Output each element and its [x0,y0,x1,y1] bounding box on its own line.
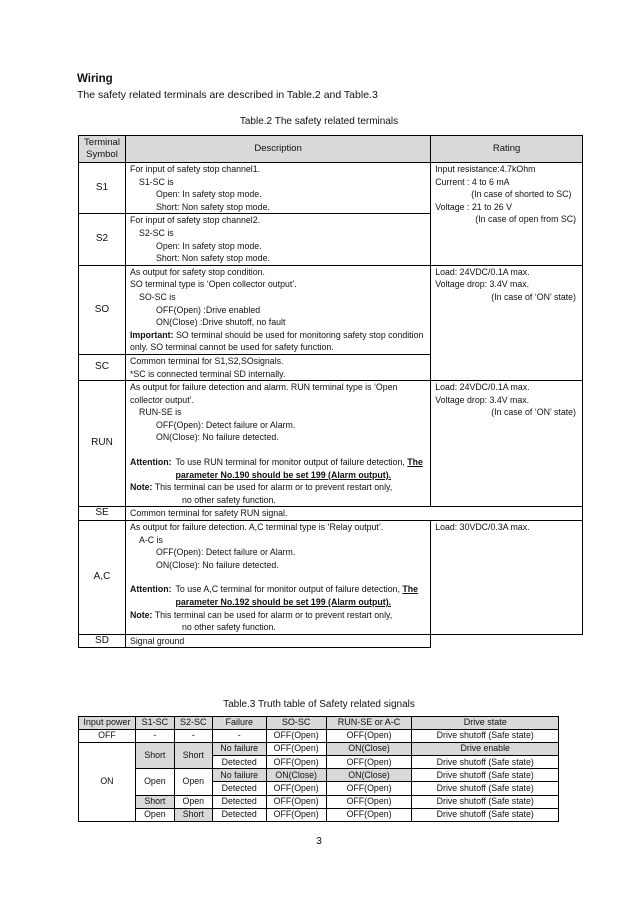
symbol-sd: SD [79,634,126,648]
desc-line: SO terminal type is ‘Open collector output’. [129,279,297,290]
desc-line: Open: In safety stop mode. [155,240,262,251]
important-label: Important: [129,329,174,340]
cell: Drive shutoff (Safe state) [412,769,559,782]
desc-line: OFF(Open): Detect failure or Alarm. [155,419,296,430]
desc-line: S1-SC is [138,176,174,187]
cell: OFF(Open) [266,756,326,769]
cell: Detected [212,808,266,821]
truth-table [78,716,559,822]
header-description: Description [125,136,430,163]
table2-header-row [79,136,583,163]
desc-line: OFF(Open): Detect failure or Alarm. [155,547,296,558]
rating-run [431,381,583,507]
intro-text: The safety related terminals are described in Table.2 and Table.3 [77,89,378,101]
rating-s1-s2 [431,163,583,266]
attention-text: To use RUN terminal for monitor output of failure detection, [175,457,405,468]
rating-line: Load: 24VDC/0.1A max. [435,382,530,393]
rating-ac [431,521,583,635]
cell: Short [135,795,174,808]
row-run [79,381,583,507]
rating-line: Input resistance:4.7kOhm [435,164,536,174]
cell: Drive enable [412,743,559,756]
header-s1-sc: S1-SC [135,717,174,730]
desc-line: OFF(Open) :Drive enabled [155,304,261,315]
note-text: This terminal can be used for alarm or to prevent restart only, [154,482,393,493]
table3-caption: Table.3 Truth table of Safety related signals [223,699,415,710]
note-text: no other safety function. [181,622,276,633]
rating-line: (In case of ‘ON’ state) [491,407,576,418]
desc-sc [125,354,430,380]
symbol-ac: A,C [79,521,126,635]
cell: - [212,730,266,743]
attention-parameter: The parameter No.192 should be set 199 (Alarm output). [175,584,419,607]
cell: OFF(Open) [266,730,326,743]
header-rating: Rating [431,136,583,163]
cell: Open [135,808,174,821]
attention-body [172,456,427,481]
table-row [79,730,559,743]
desc-line: Open: In safety stop mode. [155,189,262,200]
cell: ON(Close) [266,769,326,782]
spacer [130,571,426,583]
cell: Open [174,769,212,795]
attention-note [130,583,426,608]
symbol-so: SO [79,265,126,354]
header-run-se: RUN-SE or A-C [326,717,412,730]
rating-line: Current : 4 to 6 mA [435,176,510,187]
desc-se [125,507,582,521]
header-symbol: Terminal Symbol [79,136,126,163]
cell: Drive shutoff (Safe state) [412,782,559,795]
note-label: Note: [129,609,153,620]
cell: OFF(Open) [266,808,326,821]
row-so [79,265,583,354]
desc-line: S2-SC is [138,227,174,238]
table-row [79,743,559,756]
important-text: SO terminal should be used for monitoring safety stop condition only. SO terminal cannot be used for safety function. [129,329,424,353]
table2-caption: Table.2 The safety related terminals [239,116,399,127]
rating-so [431,265,583,380]
note [130,481,426,494]
desc-line: Common terminal for safety RUN signal. [129,508,288,519]
rating-line: Voltage drop: 3.4V max. [435,279,530,290]
table-row [79,808,559,821]
desc-line: SO-SC is [138,291,176,302]
cell: No failure [212,769,266,782]
attention-parameter: The parameter No.190 should be set 199 (Alarm output). [175,457,423,480]
row-se [79,507,583,521]
desc-line: For input of safety stop channel2. [129,215,261,226]
table-row [79,769,559,782]
cell: - [135,730,174,743]
cell: Short [174,808,212,821]
desc-line: Common terminal for S1,S2,SOsignals. [129,355,284,366]
attention-note [130,456,426,481]
rating-line: Load: 24VDC/0.1A max. [435,266,530,277]
desc-line: As output for safety stop condition. [129,266,265,277]
safety-terminals-table [78,135,583,648]
cell: Drive shutoff (Safe state) [412,756,559,769]
cell: OFF(Open) [266,743,326,756]
cell: ON(Close) [326,769,412,782]
header-input-power: Input power [79,717,136,730]
cell: Short [174,743,212,769]
desc-line: A-C is [138,534,163,545]
desc-run [125,381,430,507]
cell: OFF [79,730,136,743]
attention-label: Attention: [129,584,172,595]
symbol-sc: SC [79,354,126,380]
desc-line: ON(Close): No failure detected. [155,559,279,570]
header-failure: Failure [212,717,266,730]
cell: Drive shutoff (Safe state) [412,808,559,821]
cell: - [174,730,212,743]
desc-line: As output for failure detection and alarm. RUN terminal type is ‘Open collector output’. [129,382,398,405]
desc-so [125,265,430,354]
important-note [130,329,426,354]
attention-body [172,583,427,608]
section-heading: Wiring [77,73,113,85]
cell: OFF(Open) [266,795,326,808]
header-so-sc: SO-SC [266,717,326,730]
desc-line: Short: Non safety stop mode. [155,201,270,212]
desc-s2 [125,214,430,265]
row-ac [79,521,583,635]
attention-text: To use A,C terminal for monitor output of failure detection, [175,584,400,595]
desc-sd [125,634,430,648]
spacer [130,444,426,456]
cell: Detected [212,782,266,795]
rating-line: Voltage drop: 3.4V max. [435,394,530,405]
cell: Open [135,769,174,795]
rating-line: (In case of ‘ON’ state) [491,291,576,302]
cell: Open [174,795,212,808]
rating-line: (In case of shorted to SC) [471,189,572,200]
symbol-run: RUN [79,381,126,507]
page-number: 3 [316,836,322,847]
note [130,609,426,622]
note-label: Note: [129,482,153,493]
symbol-s2: S2 [79,214,126,265]
desc-line: For input of safety stop channel1. [129,164,261,174]
cell: No failure [212,743,266,756]
cell: ON(Close) [326,743,412,756]
cell: Detected [212,795,266,808]
desc-line: ON(Close): No failure detected. [155,432,279,443]
rating-line: Load: 30VDC/0.3A max. [435,522,530,533]
header-drive-state: Drive state [412,717,559,730]
desc-line: ON(Close) :Drive shutoff, no fault [155,317,286,328]
cell: OFF(Open) [326,808,412,821]
cell: Detected [212,756,266,769]
attention-label: Attention: [129,457,172,468]
header-s2-sc: S2-SC [174,717,212,730]
cell-on: ON [79,743,136,822]
rating-sd-empty [431,634,583,648]
rating-line: (In case of open from SC) [475,214,576,225]
row-s1 [79,163,583,214]
cell: OFF(Open) [326,795,412,808]
desc-line: As output for failure detection. A,C terminal type is ‘Relay output’. [129,522,384,533]
cell: OFF(Open) [266,782,326,795]
desc-line: RUN-SE is [138,407,182,418]
note-text: no other safety function. [181,494,276,505]
cell: OFF(Open) [326,730,412,743]
symbol-se: SE [79,507,126,521]
truth-header-row [79,717,559,730]
cell: OFF(Open) [326,782,412,795]
cell: OFF(Open) [326,756,412,769]
symbol-s1: S1 [79,163,126,214]
desc-s1 [125,163,430,214]
desc-line: Short: Non safety stop mode. [155,253,270,264]
cell: Short [135,743,174,769]
row-sd [79,634,583,648]
cell: Drive shutoff (Safe state) [412,730,559,743]
desc-line: Signal ground [129,635,185,646]
table-row [79,795,559,808]
desc-line: *SC is connected terminal SD internally. [129,368,286,379]
cell: Drive shutoff (Safe state) [412,795,559,808]
rating-line: Voltage : 21 to 26 V [435,201,513,212]
note-text: This terminal can be used for alarm or to prevent restart only, [154,609,393,620]
desc-ac [125,521,430,635]
